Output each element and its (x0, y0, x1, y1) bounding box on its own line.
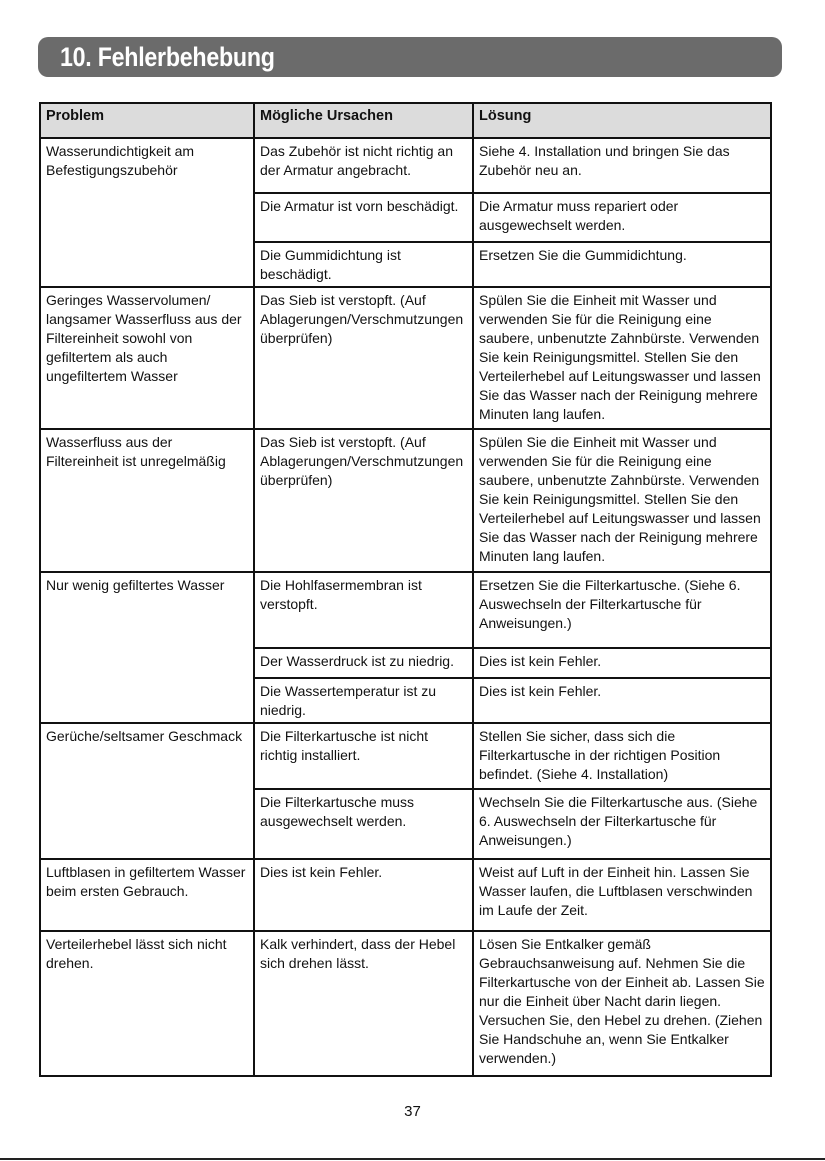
table-row (40, 859, 771, 931)
table-row (40, 429, 771, 572)
table-row (40, 138, 771, 193)
problem-cell: Wasserundichtigkeit am Befestigungszubehör (40, 138, 254, 287)
section-title: 10. Fehlerbehebung (60, 41, 275, 72)
problem-cell: Gerüche/seltsamer Geschmack (40, 723, 254, 859)
cause-cell: Das Sieb ist verstopft. (Auf Ablagerungen/Verschmutzungen überprüfen) (254, 429, 473, 572)
cause-cell: Die Gummidichtung ist beschädigt. (254, 242, 473, 287)
solution-cell: Spülen Sie die Einheit mit Wasser und verwenden Sie für die Reinigung eine saubere, unbenutzte Zahnbürste. Verwenden Sie kein Reinigungsmittel. Stellen Sie den Verteilerhebel auf Leitungswasser und lassen Sie das Wasser nach der Reinigung mehrere Minuten lang laufen. (473, 287, 771, 429)
page-number: 37 (404, 1103, 421, 1120)
column-header-problem: Problem (40, 103, 254, 138)
solution-cell: Ersetzen Sie die Gummidichtung. (473, 242, 771, 287)
solution-cell: Ersetzen Sie die Filterkartusche. (Siehe 6. Auswechseln der Filterkartusche für Anweisungen.) (473, 572, 771, 648)
cause-cell: Die Hohlfasermembran ist verstopft. (254, 572, 473, 648)
table-row (40, 572, 771, 648)
column-header-solution: Lösung (473, 103, 771, 138)
troubleshooting-table (39, 102, 772, 1077)
cause-cell: Die Armatur ist vorn beschädigt. (254, 193, 473, 242)
solution-cell: Weist auf Luft in der Einheit hin. Lassen Sie Wasser laufen, die Luftblasen verschwinden im Laufe der Zeit. (473, 859, 771, 931)
cause-cell: Die Wassertemperatur ist zu niedrig. (254, 678, 473, 723)
column-header-cause: Mögliche Ursachen (254, 103, 473, 138)
cause-cell: Die Filterkartusche ist nicht richtig installiert. (254, 723, 473, 789)
problem-cell: Nur wenig gefiltertes Wasser (40, 572, 254, 723)
problem-cell: Verteilerhebel lässt sich nicht drehen. (40, 931, 254, 1076)
cause-cell: Der Wasserdruck ist zu niedrig. (254, 648, 473, 678)
solution-cell: Stellen Sie sicher, dass sich die Filterkartusche in der richtigen Position befindet. (Siehe 4. Installation) (473, 723, 771, 789)
solution-cell: Spülen Sie die Einheit mit Wasser und verwenden Sie für die Reinigung eine saubere, unbenutzte Zahnbürste. Verwenden Sie kein Reinigungsmittel. Stellen Sie den Verteilerhebel auf Leitungswasser und lassen Sie das Wasser nach der Reinigung mehrere Minuten lang laufen. (473, 429, 771, 572)
table-row (40, 931, 771, 1076)
solution-cell: Die Armatur muss repariert oder ausgewechselt werden. (473, 193, 771, 242)
bottom-rule (0, 1158, 825, 1160)
problem-cell: Wasserfluss aus der Filtereinheit ist unregelmäßig (40, 429, 254, 572)
problem-cell: Luftblasen in gefiltertem Wasser beim ersten Gebrauch. (40, 859, 254, 931)
cause-cell: Die Filterkartusche muss ausgewechselt werden. (254, 789, 473, 859)
solution-cell: Wechseln Sie die Filterkartusche aus. (Siehe 6. Auswechseln der Filterkartusche für Anweisungen.) (473, 789, 771, 859)
solution-cell: Dies ist kein Fehler. (473, 648, 771, 678)
cause-cell: Das Sieb ist verstopft. (Auf Ablagerungen/Verschmutzungen überprüfen) (254, 287, 473, 429)
problem-cell: Geringes Wasservolumen/ langsamer Wasserfluss aus der Filtereinheit sowohl von gefiltertem als auch ungefiltertem Wasser (40, 287, 254, 429)
table-header-row (40, 103, 771, 138)
table-row (40, 723, 771, 789)
solution-cell: Dies ist kein Fehler. (473, 678, 771, 723)
cause-cell: Das Zubehör ist nicht richtig an der Armatur angebracht. (254, 138, 473, 193)
cause-cell: Dies ist kein Fehler. (254, 859, 473, 931)
cause-cell: Kalk verhindert, dass der Hebel sich drehen lässt. (254, 931, 473, 1076)
solution-cell: Siehe 4. Installation und bringen Sie das Zubehör neu an. (473, 138, 771, 193)
section-header-bar (38, 37, 782, 77)
solution-cell: Lösen Sie Entkalker gemäß Gebrauchsanweisung auf. Nehmen Sie die Filterkartusche von der Einheit ab. Lassen Sie nur die Einheit über Nacht darin liegen. Versuchen Sie, den Hebel zu drehen. (Ziehen Sie Handschuhe an, wenn Sie Entkalker verwenden.) (473, 931, 771, 1076)
table-row (40, 287, 771, 429)
